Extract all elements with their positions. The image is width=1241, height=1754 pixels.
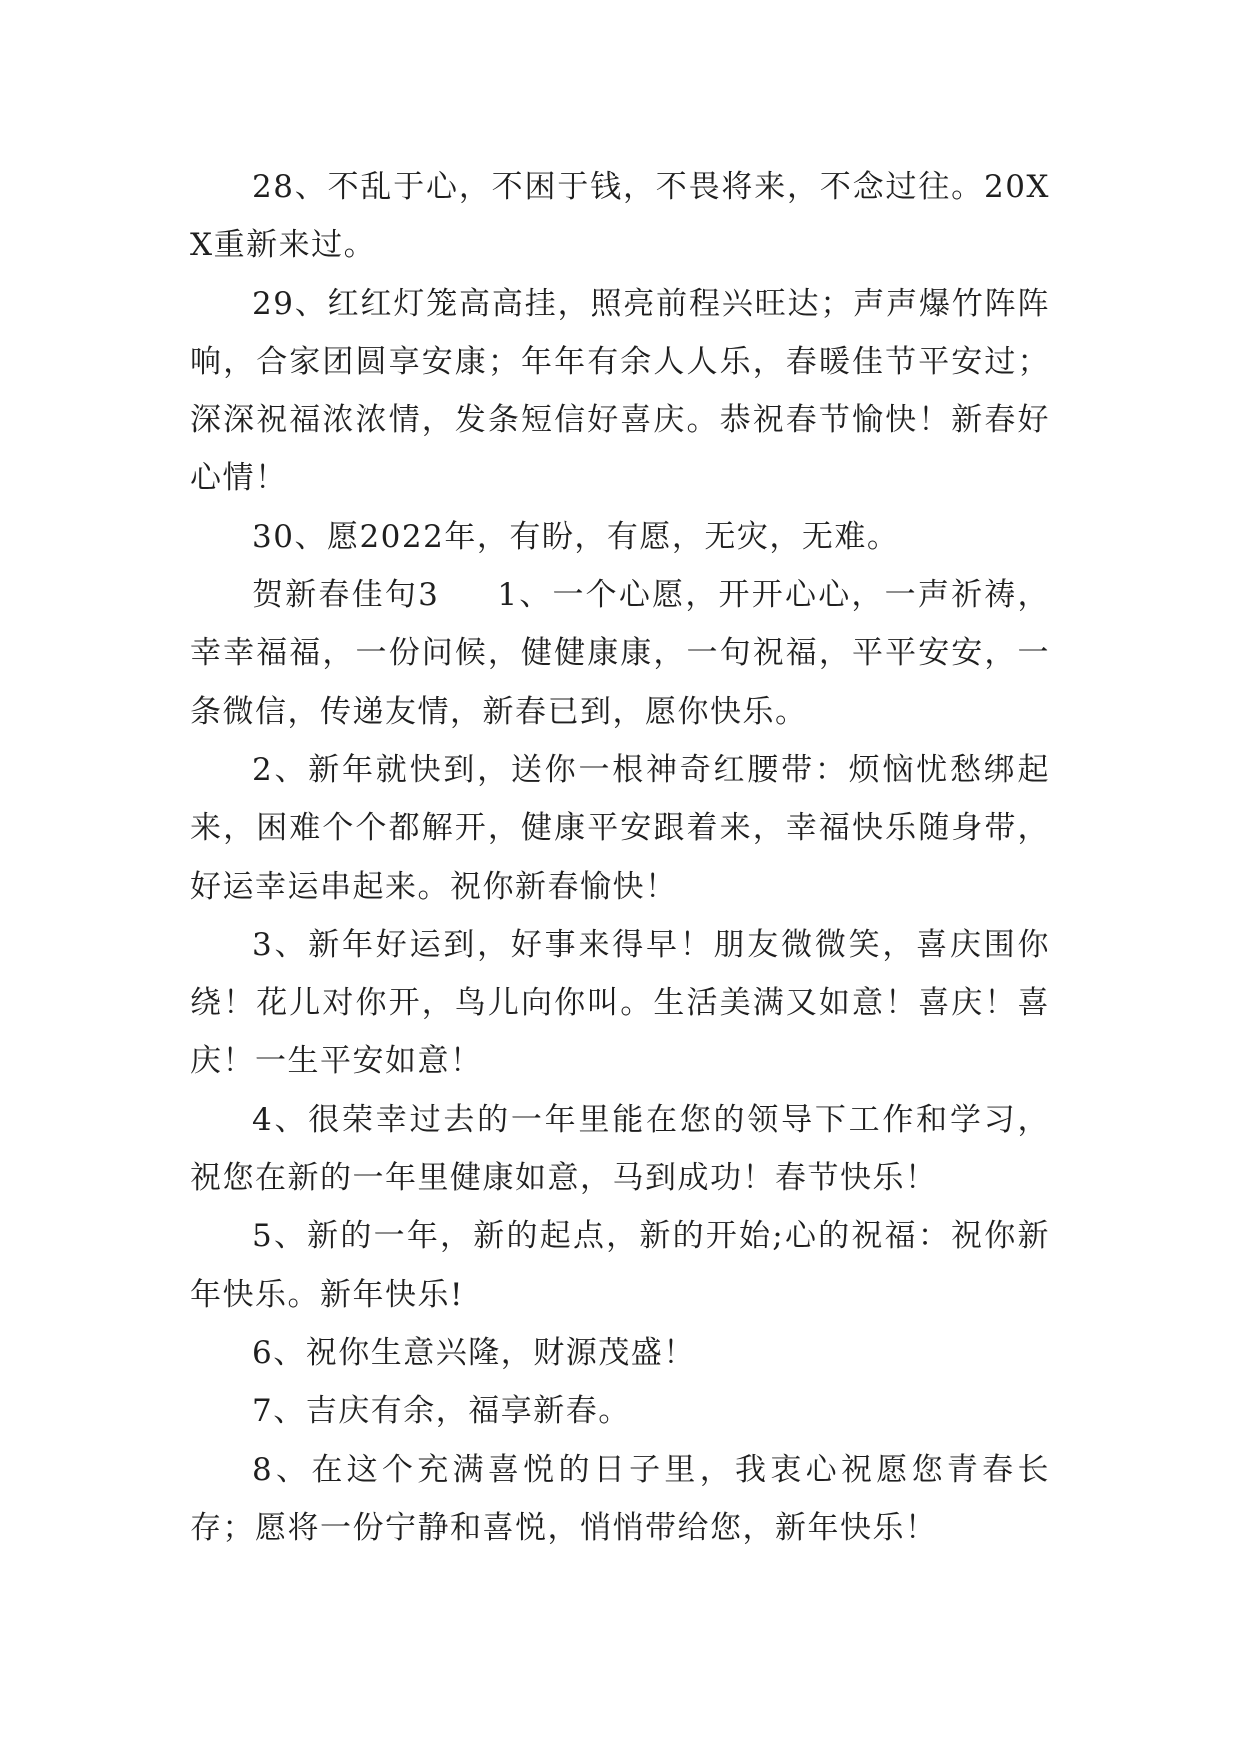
paragraph-29: 29、红红灯笼高高挂，照亮前程兴旺达；声声爆竹阵阵响，合家团圆享安康；年年有余人人乐，春暖佳节平安过；深深祝福浓浓情，发条短信好喜庆。恭祝春节愉快！新春好心情！ [190,285,1050,497]
paragraph-section-3-item-1 [190,566,1050,741]
document-body [190,158,1050,1557]
paragraph-28: 28、不乱于心，不困于钱，不畏将来，不念过往。20XX重新来过。 [190,169,1050,264]
paragraph-2: 2、新年就快到，送你一根神奇红腰带：烦恼忧愁绑起来，困难个个都解开，健康平安跟着来，幸福快乐随身带，好运幸运串起来。祝你新春愉快！ [190,751,1050,905]
paragraph-5: 5、新的一年，新的起点，新的开始;心的祝福：祝你新年快乐。新年快乐! [190,1218,1050,1313]
paragraph-3: 3、新年好运到，好事来得早！朋友微微笑，喜庆围你绕！花儿对你开，鸟儿向你叫。生活美满又如意！喜庆！喜庆！一生平安如意！ [190,926,1050,1080]
paragraph-7: 7、吉庆有余，福享新春。 [252,1393,631,1430]
paragraph-30: 30、愿2022年，有盼，有愿，无灾，无难。 [252,518,900,555]
paragraph-text: 1、一个心愿，开开心心，一声祈祷，幸幸福福，一份问候，健健康康，一句祝福，平平安安，一条微信，传递友情，新春已到，愿你快乐。 [190,577,1050,730]
paragraph-8: 8、在这个充满喜悦的日子里，我衷心祝愿您青春长存；愿将一份宁静和喜悦，悄悄带给您，新年快乐！ [190,1451,1050,1546]
paragraph-6: 6、祝你生意兴隆，财源茂盛！ [252,1334,696,1371]
paragraph-4: 4、很荣幸过去的一年里能在您的领导下工作和学习，祝您在新的一年里健康如意，马到成功！春节快乐！ [190,1101,1050,1197]
section-heading: 贺新春佳句3 [252,577,440,614]
